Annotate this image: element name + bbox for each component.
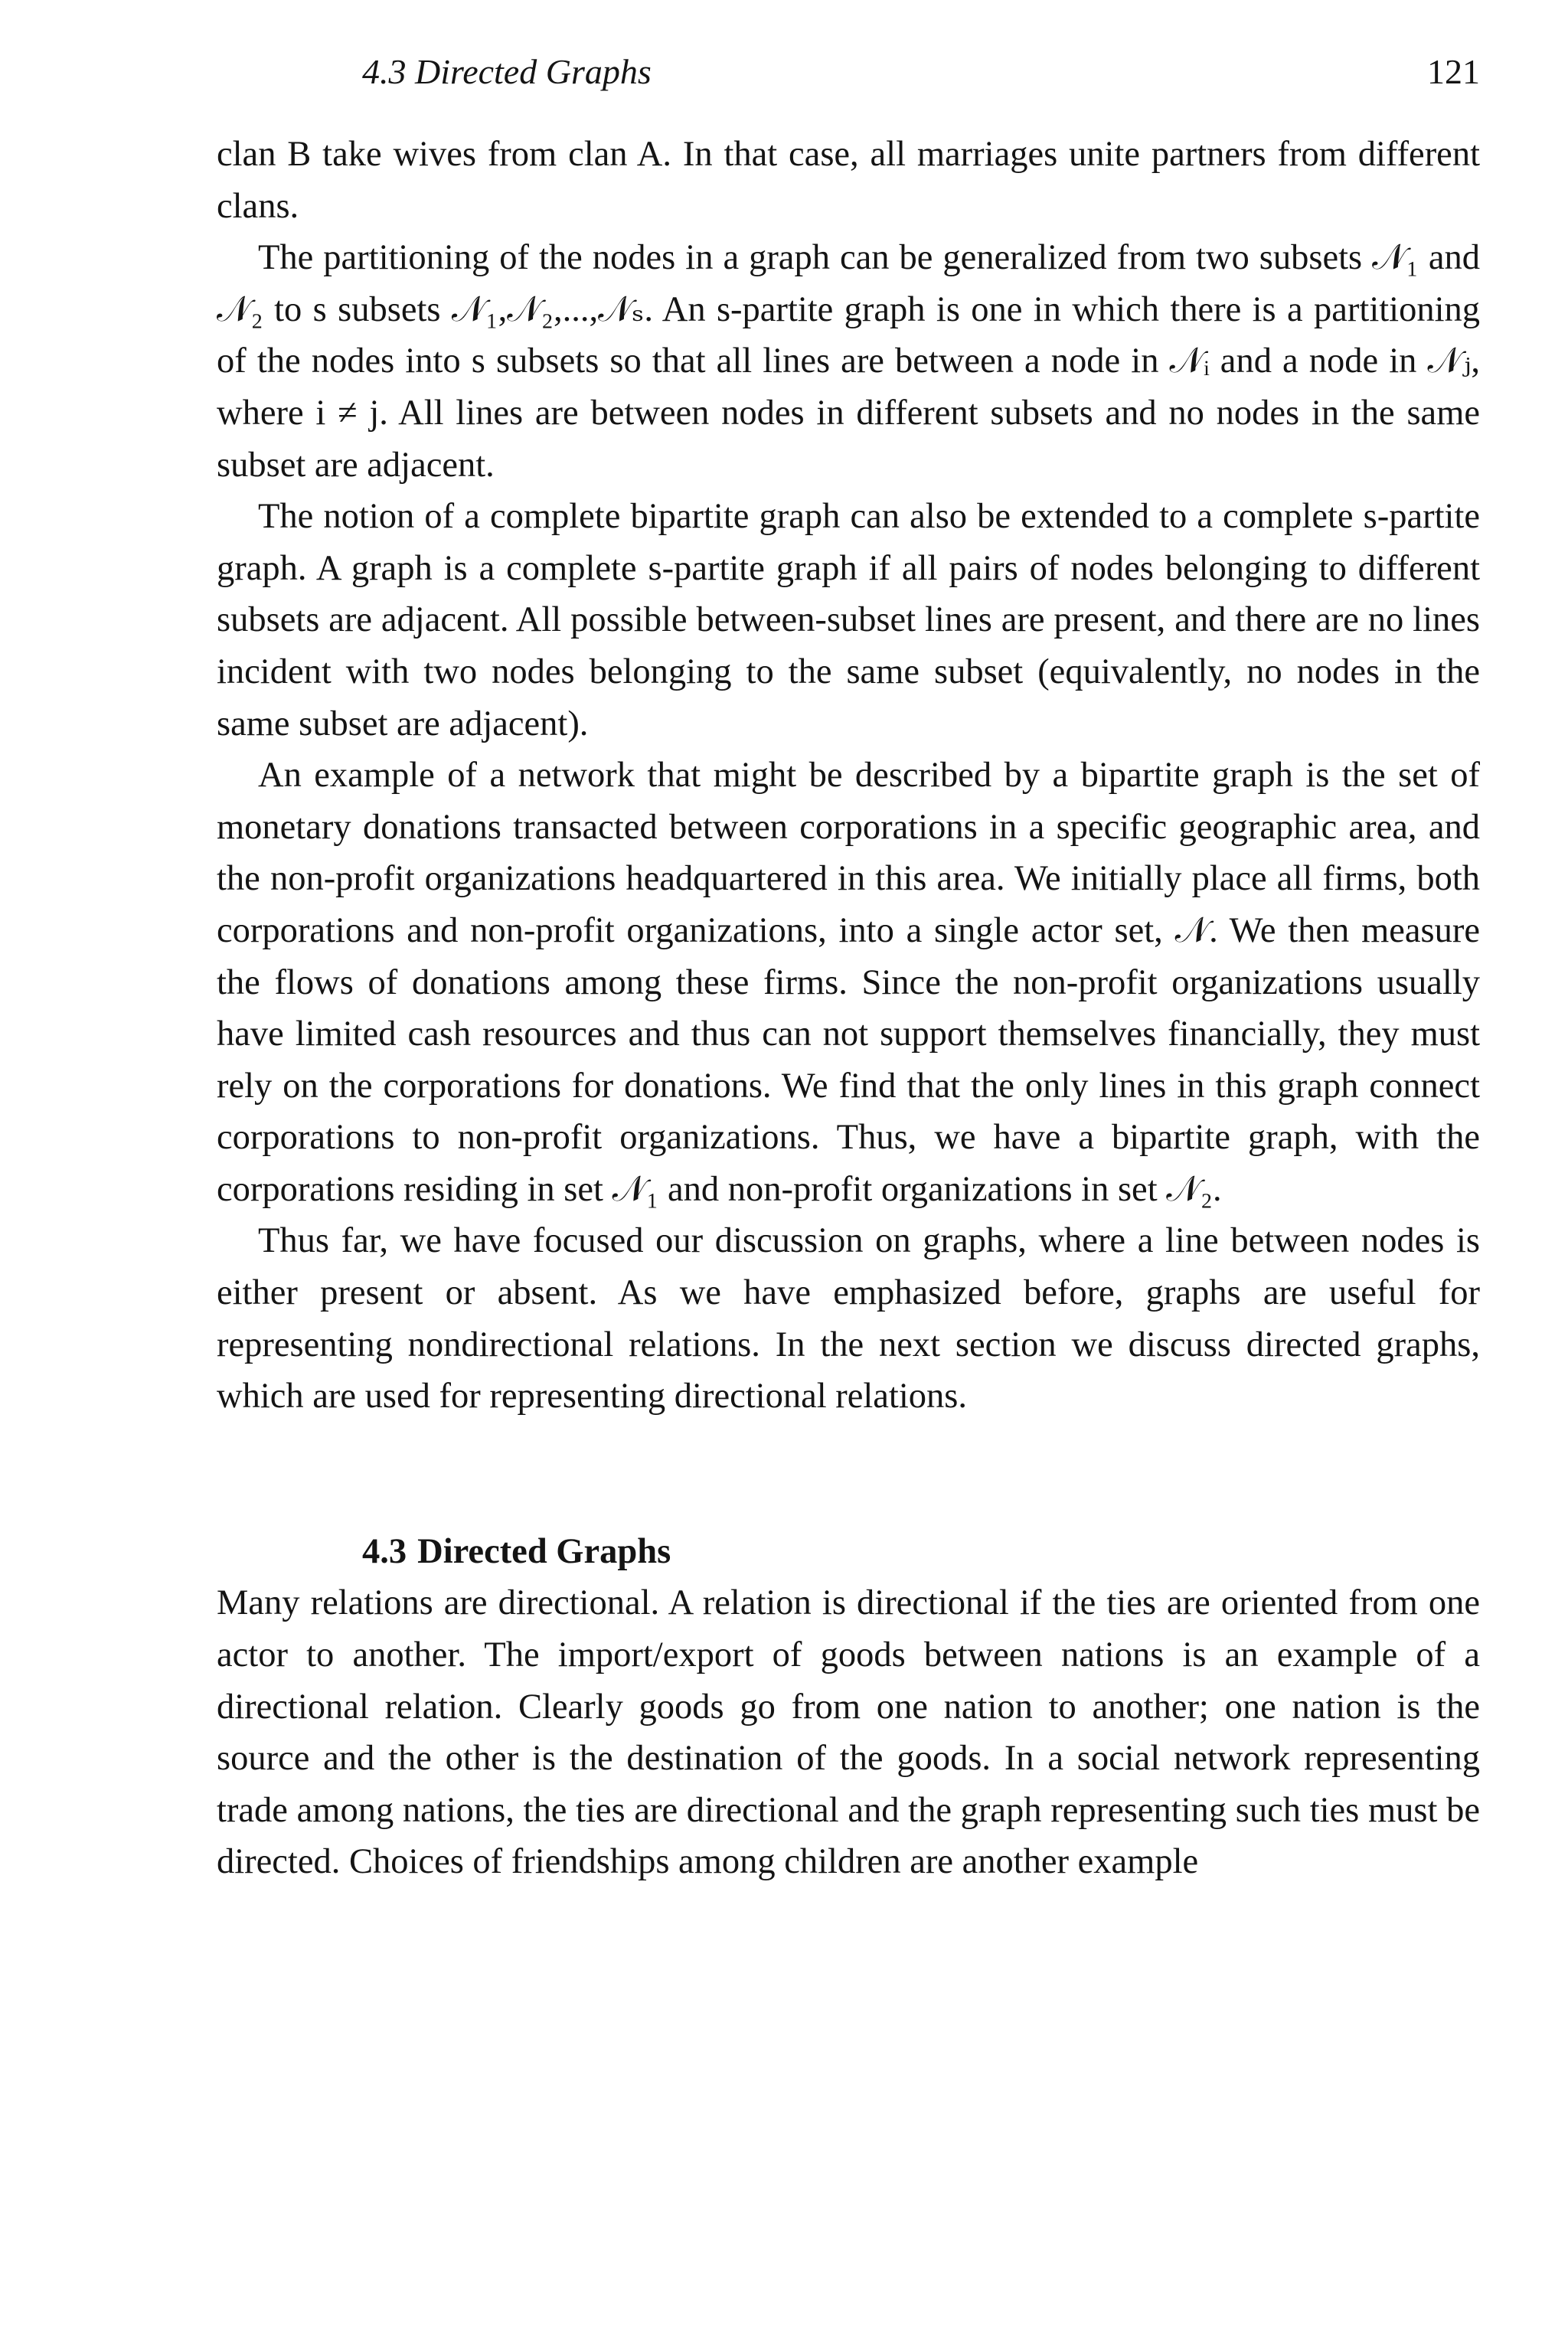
body-text: [217, 129, 1480, 1888]
page-number: 121: [1427, 52, 1480, 91]
section-number: 4.3: [362, 1531, 407, 1571]
paragraph-continuation: clan B take wives from clan A. In that case, all marriages unite partners from different clans.: [217, 135, 1480, 226]
section-title: Directed Graphs: [417, 1531, 671, 1571]
paragraph-complete-s-partite: The notion of a complete bipartite graph can also be extended to a complete s-partite graph. A graph is a complete s-partite graph if all pairs of nodes belonging to different subsets are adjacent. All possible between-subset lines are present, and there are no lines incident with two nodes belonging to the same subset (equivalently, no nodes in the same subset are adjacent).: [217, 497, 1480, 743]
running-header: [217, 49, 1480, 95]
paragraph-graphs-summary: Thus far, we have focused our discussion on graphs, where a line between nodes is either present or absent. As we have emphasized before, graphs are useful for representing nondirectional relations. In the next section we discuss directed graphs, which are used for representing directional relations.: [217, 1221, 1480, 1416]
section-heading: [217, 1526, 1480, 1578]
paragraph-s-partite: The partitioning of the nodes in a graph can be generalized from two subsets 𝒩₁ and 𝒩₂ to s subsets 𝒩₁,𝒩₂,...,𝒩ₛ. An s-partite graph is one in which there is a partitioning of the nodes into s subsets so that all lines are between a node in 𝒩ᵢ and a node in 𝒩ⱼ, where i ≠ j. All lines are between nodes in different subsets and no nodes in the same subset are adjacent.: [217, 238, 1480, 485]
paragraph-donations-example: An example of a network that might be described by a bipartite graph is the set of monetary donations transacted between corporations in a specific geographic area, and the non-profit organizations headquartered in this area. We initially place all firms, both corporations and non-profit organizations, into a single actor set, 𝒩. We then measure the flows of donations among these firms. Since the non-profit organizations usually have limited cash resources and thus can not support themselves financially, they must rely on the corporations for donations. We find that the only lines in this graph connect corporations to non-profit organizations. Thus, we have a bipartite graph, with the corporations residing in set 𝒩₁ and non-profit organizations in set 𝒩₂.: [217, 756, 1480, 1209]
running-header-chapter: 4.3 Directed Graphs: [362, 52, 652, 91]
paragraph-directional-relations: Many relations are directional. A relation is directional if the ties are oriented from one actor to another. The import/export of goods between nations is an example of a directional relation. Clearly goods go from one nation to another; one nation is the source and the other is the destination of the goods. In a social network representing trade among nations, the ties are directional and the graph representing such ties must be directed. Choices of friendships among children are another example: [217, 1583, 1480, 1882]
